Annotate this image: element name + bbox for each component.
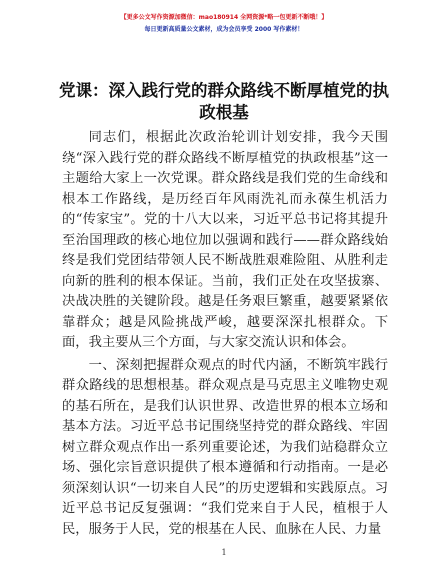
paragraph-section-one: 一、深刻把握群众观点的时代内涵，不断筑牢践行群众路线的思想根基。群众观点是马克思主义唯物史观的基石所在，是我们认识世界、改造世界的根本立场和基本方法。习近平总书记围绕坚持党的群众路线、牢固树立群众观点作出一系列重要论述，为我们站稳群众立场、强化宗旨意识提供了根本遵循和行动指南。一是必须深刻认识“一切来自人民”的历史逻辑和实践原点。习近平总书记反复强调：“我们党来自于人民，植根于人民，服务于人民，党的根基在人民、血脉在人民、力量	[62, 357, 388, 537]
paragraph-intro: 同志们，根据此次政治轮训计划安排，我今天围绕“深入践行党的群众路线不断厚植党的执政根基”这一主题给大家上一次党课。群众路线是我们党的生命线和根本工作路线，是历经百年风雨洗礼而永葆生机活力的“传家宝”。党的十八大以来，习近平总书记将其提升至治国理政的核心地位加以强调和践行——群众路线始终是我们党团结带领人民不断战胜艰难险阻、从胜利走向新的胜利的根本保证。当前，我们正处在攻坚拔寨、决战决胜的关键阶段。越是任务艰巨繁重，越要紧紧依靠群众；越是风险挑战严峻，越要深深扎根群众。下面，我主要从三个方面，与大家交流认识和体会。	[62, 130, 388, 350]
document-title: 党课：深入践行党的群众路线不断厚植党的执政根基	[59, 81, 389, 122]
page-number: 1	[221, 548, 227, 557]
promo-banner-line-2: 每日更新高质量公文素材，成为会员享受 2000 写作素材！	[144, 26, 304, 33]
promo-banner-line-1: 【更多公文写作资源加微信：mao180914 全网资源*略一包更新不断哦！】	[120, 14, 328, 21]
document-body	[62, 128, 388, 540]
